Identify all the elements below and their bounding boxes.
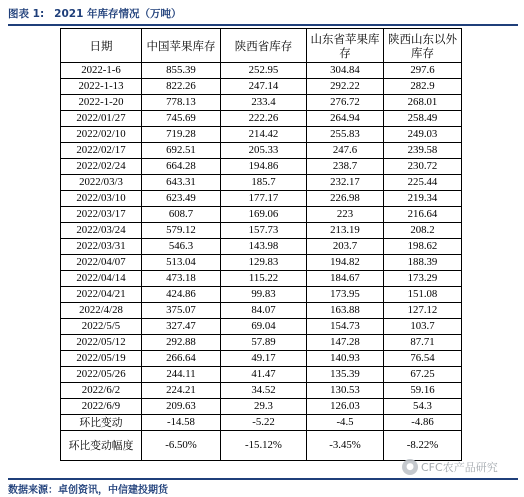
table-cell: 140.93 <box>307 351 384 367</box>
table-cell: 778.13 <box>142 95 221 111</box>
table-cell: 292.22 <box>307 79 384 95</box>
table-cell: 87.71 <box>384 335 462 351</box>
table-cell: 230.72 <box>384 159 462 175</box>
table-cell: 238.7 <box>307 159 384 175</box>
table-cell: 223 <box>307 207 384 223</box>
table-cell: 247.14 <box>221 79 307 95</box>
table-cell: 375.07 <box>142 303 221 319</box>
table-cell: 232.17 <box>307 175 384 191</box>
table-row <box>61 159 462 175</box>
source-footer <box>8 478 518 496</box>
table-row <box>61 255 462 271</box>
table-cell: 59.16 <box>384 383 462 399</box>
table-cell: 163.88 <box>307 303 384 319</box>
table-cell: 224.21 <box>142 383 221 399</box>
table-cell: 173.29 <box>384 271 462 287</box>
table-cell: 67.25 <box>384 367 462 383</box>
table-cell: -14.58 <box>142 415 221 431</box>
table-cell: 185.7 <box>221 175 307 191</box>
table-cell: 2022-1-6 <box>61 63 142 79</box>
table-cell: -5.22 <box>221 415 307 431</box>
table-cell: -15.12% <box>221 431 307 461</box>
table-cell: 126.03 <box>307 399 384 415</box>
table-cell: 258.49 <box>384 111 462 127</box>
caption-title: 2021 年库存情况（万吨） <box>54 7 182 20</box>
table-cell: 608.7 <box>142 207 221 223</box>
table-cell: 213.19 <box>307 223 384 239</box>
table-cell: 233.4 <box>221 95 307 111</box>
table-row <box>61 335 462 351</box>
table-cell: 268.01 <box>384 95 462 111</box>
table-cell: 249.03 <box>384 127 462 143</box>
table-cell: 147.28 <box>307 335 384 351</box>
table-cell: 2022/5/5 <box>61 319 142 335</box>
table-cell: 692.51 <box>142 143 221 159</box>
table-cell: 2022/04/21 <box>61 287 142 303</box>
table-cell: 214.42 <box>221 127 307 143</box>
table-row <box>61 95 462 111</box>
table-cell: 203.7 <box>307 239 384 255</box>
table-cell: 297.6 <box>384 63 462 79</box>
table-cell: 177.17 <box>221 191 307 207</box>
table-cell: 2022/04/07 <box>61 255 142 271</box>
table-cell: 169.06 <box>221 207 307 223</box>
table-cell: 143.98 <box>221 239 307 255</box>
table-row <box>61 207 462 223</box>
table-cell: 2022-1-20 <box>61 95 142 111</box>
table-cell: 154.73 <box>307 319 384 335</box>
table-cell: 103.7 <box>384 319 462 335</box>
table-cell: 2022/01/27 <box>61 111 142 127</box>
table-cell: 76.54 <box>384 351 462 367</box>
watermark-text: CFC农产品研究 <box>421 461 498 474</box>
table-cell: 266.64 <box>142 351 221 367</box>
table-cell: 2022/04/14 <box>61 271 142 287</box>
table-cell: 424.86 <box>142 287 221 303</box>
watermark <box>402 456 498 478</box>
table-cell: -4.86 <box>384 415 462 431</box>
table-row <box>61 367 462 383</box>
table-cell: 205.33 <box>221 143 307 159</box>
table-cell: 2022/03/10 <box>61 191 142 207</box>
table-cell: -3.45% <box>307 431 384 461</box>
header-row <box>61 29 462 63</box>
table-cell: 2022/05/12 <box>61 335 142 351</box>
table-cell: 745.69 <box>142 111 221 127</box>
source-text: 数据来源：卓创资讯，中信建投期货 <box>8 484 168 496</box>
table-cell: 115.22 <box>221 271 307 287</box>
table-cell: 34.52 <box>221 383 307 399</box>
table-row <box>61 223 462 239</box>
table-cell: 546.3 <box>142 239 221 255</box>
table-cell: -8.22% <box>384 431 462 461</box>
table-cell: 2022/03/24 <box>61 223 142 239</box>
table-cell: 2022/03/3 <box>61 175 142 191</box>
table-cell: 130.53 <box>307 383 384 399</box>
table-cell: 304.84 <box>307 63 384 79</box>
table-cell: 2022/6/2 <box>61 383 142 399</box>
table-cell: 41.47 <box>221 367 307 383</box>
table-cell: 2022/02/24 <box>61 159 142 175</box>
header-cell: 日期 <box>61 29 142 63</box>
table-row <box>61 415 462 431</box>
table-cell: 216.64 <box>384 207 462 223</box>
table-cell: -4.5 <box>307 415 384 431</box>
table-cell: -6.50% <box>142 431 221 461</box>
header-cell: 陕西省库存 <box>221 29 307 63</box>
table-cell: 2022/02/10 <box>61 127 142 143</box>
table-cell: 282.9 <box>384 79 462 95</box>
table-cell: 198.62 <box>384 239 462 255</box>
table-row <box>61 351 462 367</box>
table-cell: 664.28 <box>142 159 221 175</box>
table-cell: 225.44 <box>384 175 462 191</box>
table-cell: 222.26 <box>221 111 307 127</box>
table-cell: 173.95 <box>307 287 384 303</box>
table-cell: 643.31 <box>142 175 221 191</box>
table-cell: 49.17 <box>221 351 307 367</box>
table-cell: 264.94 <box>307 111 384 127</box>
table-row <box>61 383 462 399</box>
table-cell: 环比变动 <box>61 415 142 431</box>
table-cell: 环比变动幅度 <box>61 431 142 461</box>
table-cell: 2022/03/31 <box>61 239 142 255</box>
table-cell: 135.39 <box>307 367 384 383</box>
table-cell: 69.04 <box>221 319 307 335</box>
table-cell: 226.98 <box>307 191 384 207</box>
table-cell: 2022-1-13 <box>61 79 142 95</box>
table-cell: 276.72 <box>307 95 384 111</box>
table-row <box>61 399 462 415</box>
table-cell: 327.47 <box>142 319 221 335</box>
table-cell: 855.39 <box>142 63 221 79</box>
table-cell: 127.12 <box>384 303 462 319</box>
table-cell: 29.3 <box>221 399 307 415</box>
table-row <box>61 111 462 127</box>
inventory-table <box>60 28 462 461</box>
table-cell: 129.83 <box>221 255 307 271</box>
table-cell: 292.88 <box>142 335 221 351</box>
table-row <box>61 191 462 207</box>
table-cell: 188.39 <box>384 255 462 271</box>
table-cell: 822.26 <box>142 79 221 95</box>
table-cell: 54.3 <box>384 399 462 415</box>
table-cell: 99.83 <box>221 287 307 303</box>
table-cell: 2022/03/17 <box>61 207 142 223</box>
table-cell: 2022/4/28 <box>61 303 142 319</box>
table-row <box>61 79 462 95</box>
table-cell: 209.63 <box>142 399 221 415</box>
table-row <box>61 143 462 159</box>
table-cell: 194.82 <box>307 255 384 271</box>
table-cell: 157.73 <box>221 223 307 239</box>
table-row <box>61 175 462 191</box>
table-cell: 255.83 <box>307 127 384 143</box>
table-row <box>61 239 462 255</box>
table-cell: 2022/05/19 <box>61 351 142 367</box>
table-cell: 194.86 <box>221 159 307 175</box>
table-cell: 57.89 <box>221 335 307 351</box>
table-cell: 2022/02/17 <box>61 143 142 159</box>
header-cell: 陕西山东以外库存 <box>384 29 462 63</box>
header-cell: 中国苹果库存 <box>142 29 221 63</box>
table-cell: 151.08 <box>384 287 462 303</box>
figure-caption <box>8 2 518 26</box>
table-cell: 239.58 <box>384 143 462 159</box>
table-cell: 719.28 <box>142 127 221 143</box>
table-cell: 473.18 <box>142 271 221 287</box>
table-cell: 219.34 <box>384 191 462 207</box>
table-cell: 252.95 <box>221 63 307 79</box>
header-cell: 山东省苹果库存 <box>307 29 384 63</box>
table-cell: 184.67 <box>307 271 384 287</box>
table-row <box>61 63 462 79</box>
table-row <box>61 287 462 303</box>
table-cell: 208.2 <box>384 223 462 239</box>
table-cell: 247.6 <box>307 143 384 159</box>
table-row <box>61 319 462 335</box>
table-cell: 513.04 <box>142 255 221 271</box>
caption-label: 图表 1: <box>8 7 45 20</box>
table-cell: 623.49 <box>142 191 221 207</box>
table-cell: 84.07 <box>221 303 307 319</box>
table-cell: 2022/05/26 <box>61 367 142 383</box>
table-row <box>61 271 462 287</box>
table-cell: 244.11 <box>142 367 221 383</box>
wechat-icon: ● <box>402 459 418 475</box>
table-cell: 2022/6/9 <box>61 399 142 415</box>
table-row <box>61 127 462 143</box>
table-row <box>61 303 462 319</box>
table-cell: 579.12 <box>142 223 221 239</box>
